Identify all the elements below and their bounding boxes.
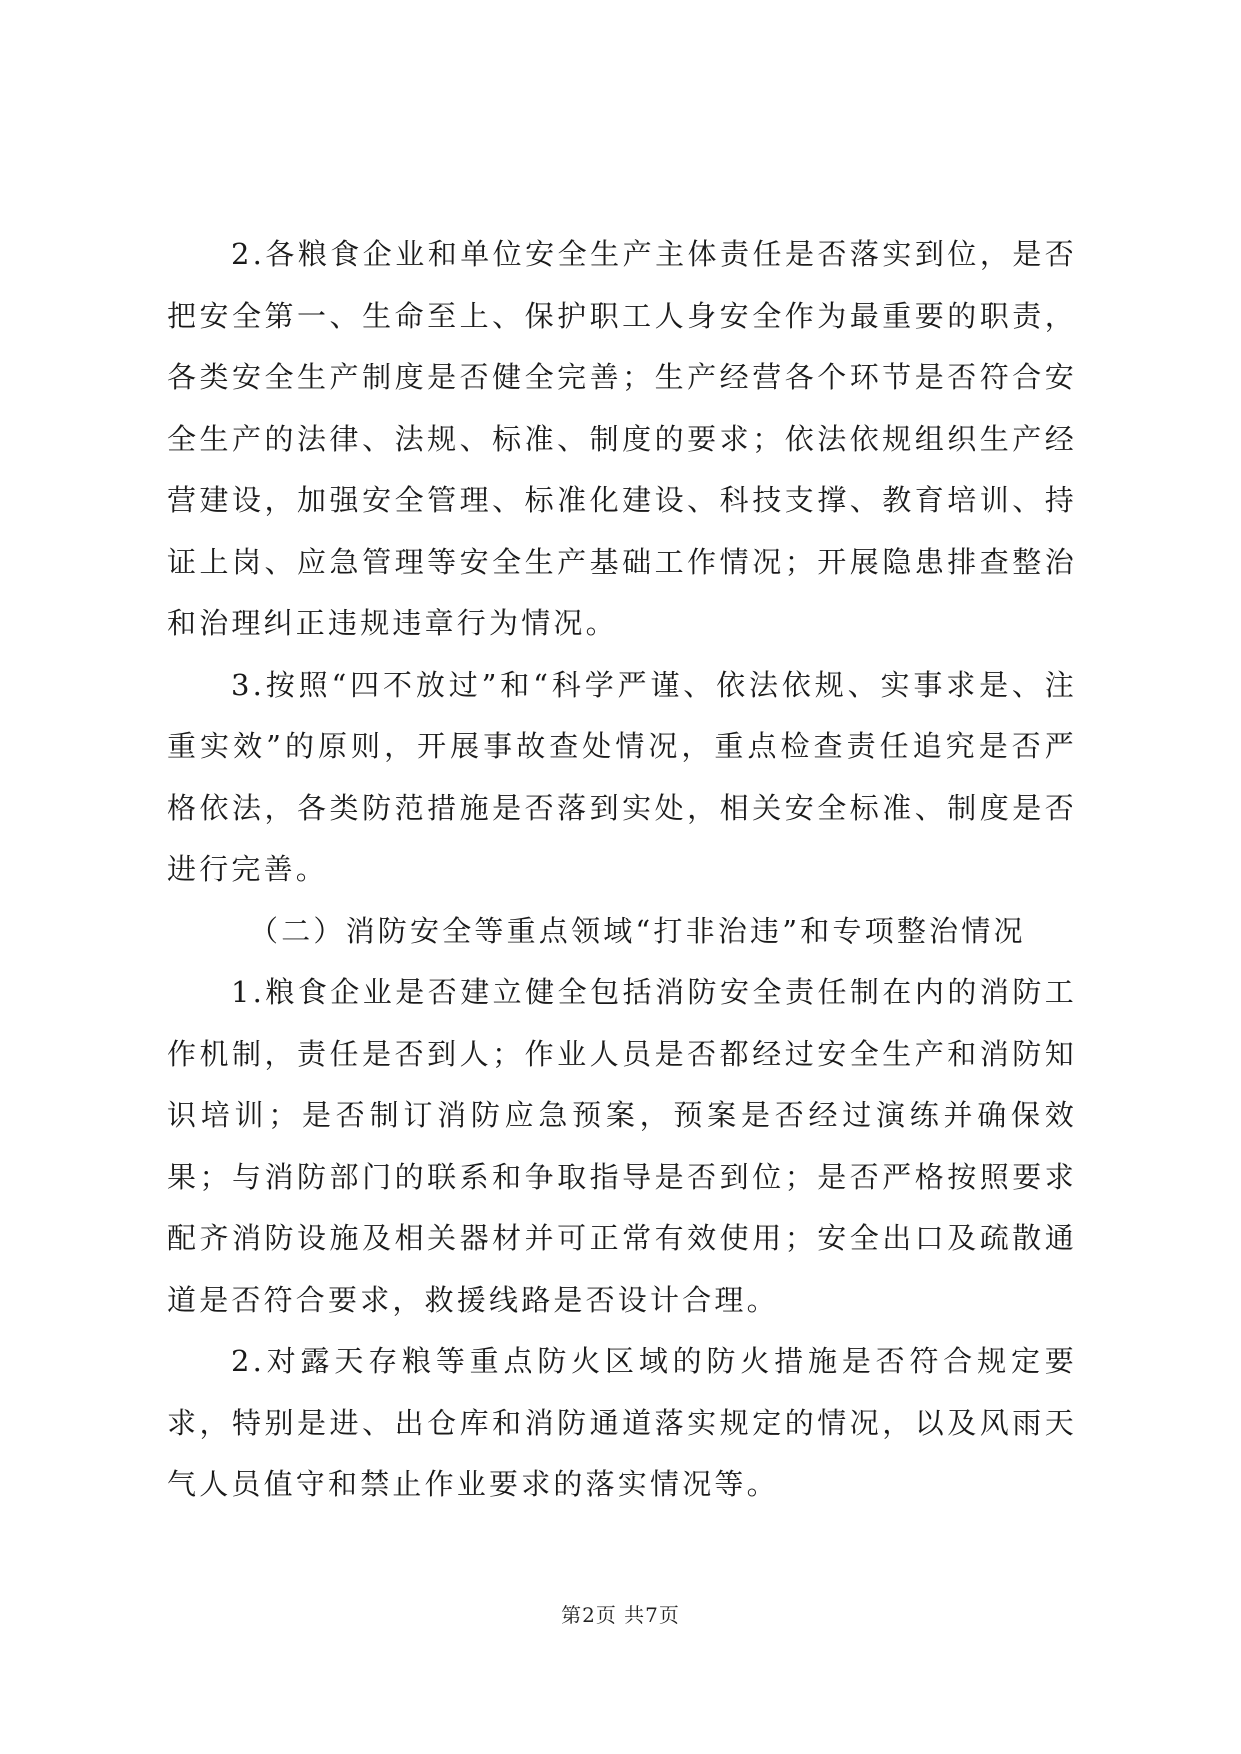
page-footer: 第2页 共7页 bbox=[561, 1603, 680, 1627]
paragraph-item-2: 2.各粮食企业和单位安全生产主体责任是否落实到位，是否把安全第一、生命至上、保护职工人身安全作为最重要的职责，各类安全生产制度是否健全完善；生产经营各个环节是否符合安全生产的法律、法规、标准、制度的要求；依法依规组织生产经营建设，加强安全管理、标准化建设、科技支撑、教育培训、持证上岗、应急管理等安全生产基础工作情况；开展隐患排查整治和治理纠正违规违章行为情况。 bbox=[167, 237, 1077, 640]
paragraph-item-3: 3.按照“四不放过”和“科学严谨、依法依规、实事求是、注重实效”的原则，开展事故查处情况，重点检查责任追究是否严格依法，各类防范措施是否落到实处，相关安全标准、制度是否进行完善。 bbox=[167, 667, 1077, 886]
document-body bbox=[167, 224, 1077, 1516]
section-heading-2: （二）消防安全等重点领域“打非治违”和专项整治情况 bbox=[249, 913, 1026, 948]
paragraph-item-1: 1.粮食企业是否建立健全包括消防安全责任制在内的消防工作机制，责任是否到人；作业人员是否都经过安全生产和消防知识培训；是否制订消防应急预案，预案是否经过演练并确保效果；与消防部门的联系和争取指导是否到位；是否严格按照要求配齐消防设施及相关器材并可正常有效使用；安全出口及疏散通道是否符合要求，救援线路是否设计合理。 bbox=[167, 975, 1077, 1317]
paragraph-item-2b: 2.对露天存粮等重点防火区域的防火措施是否符合规定要求，特别是进、出仓库和消防通道落实规定的情况，以及风雨天气人员值守和禁止作业要求的落实情况等。 bbox=[167, 1344, 1077, 1501]
